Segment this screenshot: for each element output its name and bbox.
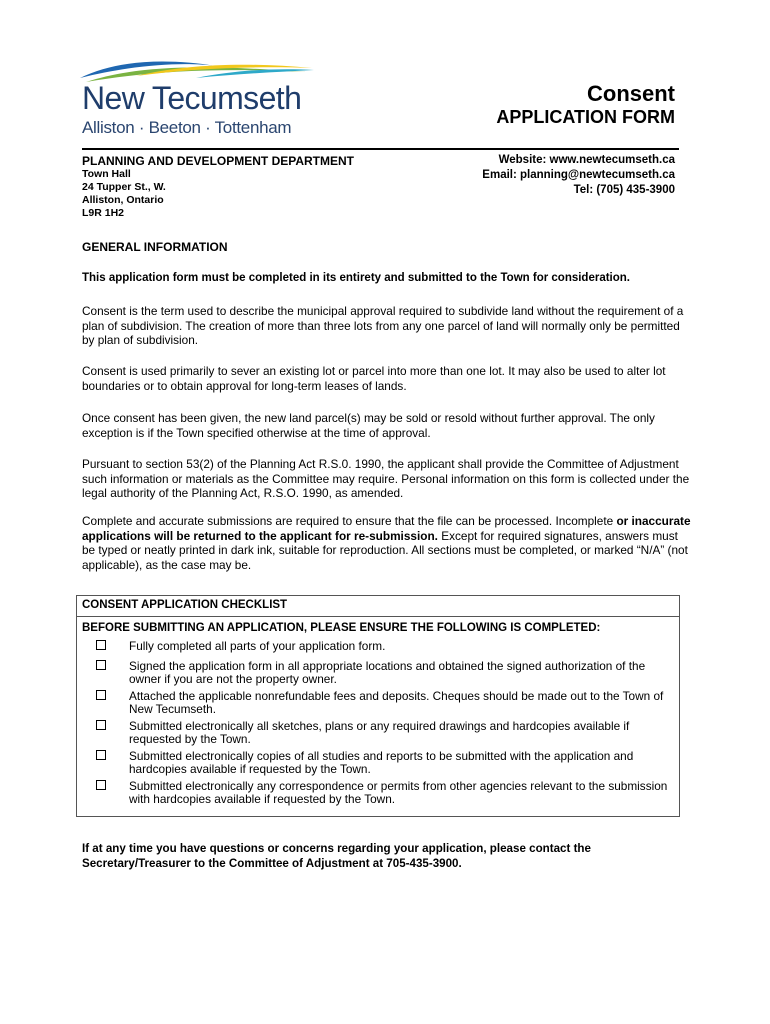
logo-tagline: Alliston · Beeton · Tottenham	[82, 118, 292, 137]
town-logo	[76, 56, 316, 140]
address-line: Town Hall	[82, 168, 131, 180]
checklist-checkbox[interactable]	[96, 640, 106, 650]
form-subtitle: APPLICATION FORM	[496, 107, 675, 127]
header-divider	[82, 148, 679, 150]
checklist-item: Submitted electronically any correspondence or permits from other agencies relevant to the submission with hardcopies available if requested by the Town.	[129, 779, 668, 806]
checklist-instruction: BEFORE SUBMITTING AN APPLICATION, PLEASE ENSURE THE FOLLOWING IS COMPLETED:	[82, 622, 601, 634]
completion-notice: This application form must be completed in its entirety and submitted to the Town for consideration.	[82, 272, 630, 284]
address-line: 24 Tupper St., W.	[82, 181, 166, 193]
checklist-checkbox[interactable]	[96, 780, 106, 790]
logo-wordmark: New Tecumseth	[82, 80, 302, 116]
checklist-title: CONSENT APPLICATION CHECKLIST	[82, 599, 288, 611]
checklist-checkbox[interactable]	[96, 690, 106, 700]
paragraph-planning-act: Pursuant to section 53(2) of the Planning Act R.S.0. 1990, the applicant shall provide the Committee of Adjustment such information or materials as the Committee may require. Personal information on this form is collected under the legal authority of the Planning Act, R.S.O. 1990, as amended.	[82, 457, 690, 501]
checklist-divider	[76, 616, 680, 617]
address-line: Alliston, Ontario	[82, 194, 164, 206]
checklist-item: Attached the applicable nonrefundable fees and deposits. Cheques should be made out to the Town of New Tecumseth.	[129, 689, 664, 716]
checklist-checkbox[interactable]	[96, 660, 106, 670]
website-link[interactable]: Website: www.newtecumseth.ca	[498, 154, 675, 166]
checklist-item: Fully completed all parts of your application form.	[129, 639, 386, 653]
paragraph-consent-use: Consent is used primarily to sever an existing lot or parcel into more than one lot. It may also be used to alter lot boundaries or to obtain approval for long-term leases of lands.	[82, 364, 666, 393]
paragraph-submission-requirements: Complete and accurate submissions are required to ensure that the file can be processed. Incomplete or inaccurate applications will be returned to the applicant for re-submission. Except for required signatures, answers must be typed or neatly printed in dark ink, suitable for reproduction. All sections must be completed, or marked “N/A” (not applicable), as the case may be.	[82, 514, 691, 573]
paragraph-consent-definition: Consent is the term used to describe the municipal approval required to subdivide land without the requirement of a plan of subdivision. The creation of more than three lots from any one parcel of land will normally only be permitted by plan of subdivision.	[82, 304, 684, 348]
checklist-item: Submitted electronically copies of all studies and reports to be submitted with the application and hardcopies available if requested by the Town.	[129, 749, 634, 776]
form-title: Consent	[587, 81, 675, 106]
checklist-item: Submitted electronically all sketches, plans or any required drawings and hardcopies available if requested by the Town.	[129, 719, 630, 746]
checklist-checkbox[interactable]	[96, 750, 106, 760]
checklist-item: Signed the application form in all appropriate locations and obtained the signed authorization of the owner if you are not the property owner.	[129, 659, 646, 686]
paragraph-after-approval: Once consent has been given, the new land parcel(s) may be sold or resold without further approval. The only exception is if the Town specified otherwise at the time of approval.	[82, 411, 655, 440]
address-line: L9R 1H2	[82, 207, 125, 219]
email-link[interactable]: Email: planning@newtecumseth.ca	[482, 169, 675, 181]
section-heading: GENERAL INFORMATION	[82, 240, 228, 254]
checklist-checkbox[interactable]	[96, 720, 106, 730]
contact-note: If at any time you have questions or concerns regarding your application, please contact the Secretary/Treasurer to the Committee of Adjustment at 705-435-3900.	[82, 842, 591, 870]
department-name: PLANNING AND DEVELOPMENT DEPARTMENT	[82, 154, 355, 168]
phone-number: Tel: (705) 435-3900	[573, 184, 675, 196]
return-warning: or inaccurate applications will be returned to the applicant for re-submission.	[82, 514, 691, 543]
